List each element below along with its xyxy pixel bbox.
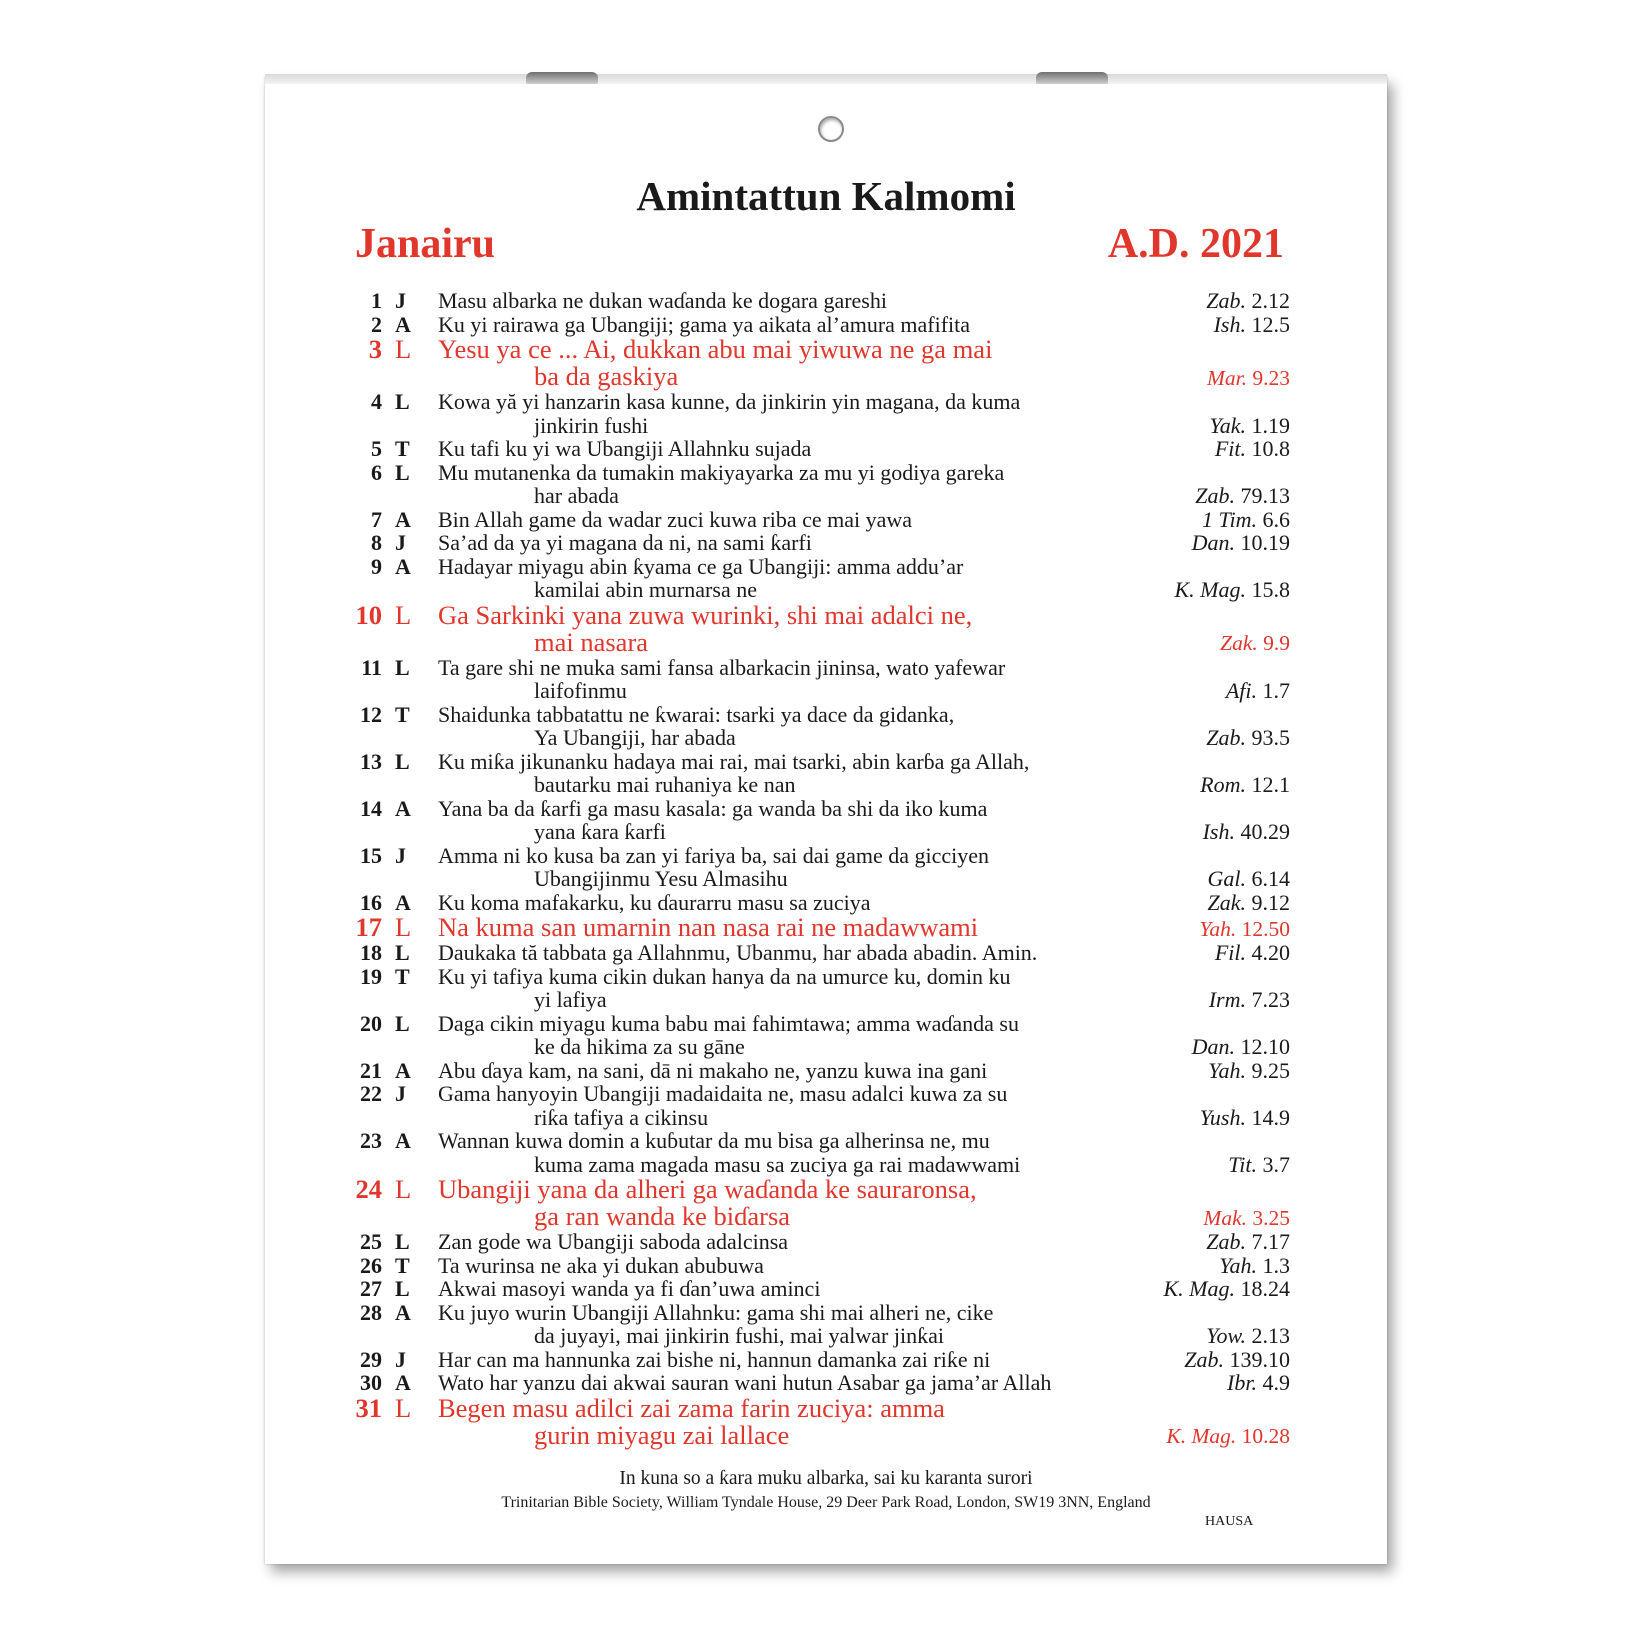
day-number: 21 — [360, 1057, 382, 1083]
book-name: Tit. — [1228, 1151, 1257, 1177]
chapter-verse: 12.5 — [1251, 311, 1290, 337]
scripture-reference — [1220, 632, 1290, 656]
verse-text: Sa’ad da ya yi magana da ni, na sami ƙarfi — [438, 530, 812, 555]
weekday-letter: L — [395, 1229, 410, 1254]
month-label: Janairu — [355, 221, 496, 267]
day-entry — [350, 390, 1290, 437]
verse-text: Ku tafi ku yi wa Ubangiji Allahnku sujada — [438, 436, 812, 461]
day-number: 5 — [371, 436, 382, 461]
year-label: A.D. 2021 — [1107, 221, 1284, 267]
scripture-reference — [1203, 820, 1290, 844]
day-number: 19 — [360, 963, 382, 989]
day-entry — [350, 531, 1290, 555]
day-entry — [350, 703, 1290, 750]
binding-clip-right — [1036, 72, 1108, 84]
scripture-reference — [1210, 414, 1290, 438]
day-number: 7 — [371, 506, 382, 532]
verse-text: Mu mutanenka da tumakin makiyayarka za mu yi godiya gareka — [438, 459, 1005, 485]
verse-text: Shaidunka tabbatattu ne ƙwarai: tsarki ya dace da gidanka, — [438, 701, 955, 727]
day-number: 3 — [368, 334, 382, 364]
day-entry — [350, 461, 1290, 508]
weekday-letter: L — [395, 599, 412, 630]
verse-text-continued: jinkirin fushi — [534, 412, 649, 438]
chapter-verse: 6.6 — [1262, 506, 1290, 532]
chapter-verse: 40.29 — [1240, 819, 1290, 844]
chapter-verse: 93.5 — [1251, 725, 1290, 750]
book-name: Yush. — [1199, 1104, 1246, 1130]
calendar-title: Amintattun Kalmomi — [636, 173, 1016, 219]
book-name: Ibr. — [1227, 1370, 1257, 1395]
verse-text: Zan gode wa Ubangiji saboda adalcinsa — [438, 1229, 789, 1254]
chapter-verse: 12.10 — [1240, 1034, 1290, 1059]
weekday-letter: L — [395, 389, 410, 414]
day-number: 11 — [361, 654, 382, 680]
day-entry — [350, 555, 1290, 602]
day-number: 25 — [360, 1229, 382, 1254]
book-name: Yak. — [1209, 412, 1246, 438]
footer-note: In kuna so a ƙara muku albarka, sai ku karanta surori — [619, 1468, 1033, 1489]
chapter-verse: 14.9 — [1251, 1104, 1290, 1130]
scripture-reference — [1228, 1153, 1290, 1177]
weekday-letter: T — [395, 436, 410, 461]
book-name: Mak. — [1203, 1205, 1247, 1230]
chapter-verse: 10.8 — [1251, 436, 1290, 461]
weekday-letter: J — [395, 1081, 406, 1106]
weekday-letter: L — [395, 912, 412, 942]
day-number: 1 — [371, 288, 382, 313]
weekday-letter: A — [395, 506, 411, 532]
book-name: Zab. — [1195, 483, 1235, 508]
chapter-verse: 3.25 — [1252, 1205, 1290, 1230]
verse-text-continued: Ubangijinmu Yesu Almasihu — [534, 866, 788, 891]
book-name: Dan. — [1191, 1034, 1235, 1059]
book-name: Zab. — [1206, 288, 1246, 313]
day-entry — [350, 656, 1290, 703]
book-name: Zab. — [1184, 1346, 1224, 1372]
verse-text: Yesu ya ce ... Ai, dukkan abu mai yiwuwa ne ga mai — [438, 334, 993, 364]
verse-text-continued: har abada — [534, 483, 619, 508]
scripture-reference — [1206, 726, 1290, 750]
scripture-reference — [1206, 1230, 1290, 1254]
chapter-verse: 18.24 — [1240, 1276, 1290, 1301]
verse-text-continued: kuma zama magada masu sa zuciya ga rai madawwami — [534, 1151, 1021, 1177]
day-number: 17 — [355, 912, 382, 942]
verse-text-continued: bautarku mai ruhaniya ke nan — [534, 772, 796, 797]
verse-text: Abu ɗaya kam, na sani, dā ni makaho ne, yanzu kuwa ina gani — [438, 1057, 988, 1083]
weekday-letter: L — [395, 1010, 410, 1036]
day-entries-list — [350, 289, 1290, 1449]
book-name: Gal. — [1207, 866, 1246, 891]
scripture-reference — [1215, 941, 1290, 965]
verse-text: Ku yi tafiya kuma cikin dukan hanya da na umurce ku, domin ku — [438, 963, 1011, 989]
verse-text-continued: ga ran wanda ke biɗarsa — [534, 1201, 791, 1231]
verse-text-continued: ke da hikima za su gāne — [534, 1034, 745, 1059]
day-number: 20 — [360, 1010, 382, 1036]
verse-text-continued: kamilai abin murnarsa ne — [534, 577, 757, 602]
chapter-verse: 9.9 — [1263, 631, 1290, 655]
verse-text: Daga cikin miyagu kuma babu mai fahimtawa; amma waɗanda su — [438, 1010, 1019, 1036]
book-name: Yah. — [1199, 916, 1237, 941]
binding-clip-left — [526, 72, 598, 84]
verse-text-continued: laifofinmu — [534, 678, 627, 703]
scripture-reference — [1202, 508, 1290, 532]
day-entry — [350, 336, 1290, 390]
scripture-reference — [1214, 313, 1290, 337]
day-entry — [350, 1082, 1290, 1129]
weekday-letter: A — [395, 311, 411, 337]
day-number: 22 — [360, 1081, 382, 1106]
book-name: K. Mag. — [1163, 1276, 1235, 1301]
day-entry — [350, 1012, 1290, 1059]
language-label: HAUSA — [1205, 1514, 1254, 1529]
book-name: Ish. — [1213, 311, 1246, 337]
scripture-reference — [1206, 1324, 1290, 1348]
verse-text: Begen masu adilci zai zama farin zuciya: amma — [438, 1392, 945, 1423]
book-name: Yah. — [1208, 1057, 1246, 1083]
weekday-letter: T — [395, 963, 410, 989]
day-number: 27 — [360, 1276, 382, 1301]
publisher-address: Trinitarian Bible Society, William Tyndale House, 29 Deer Park Road, London, SW19 3NN, England — [501, 1494, 1151, 1511]
day-entry — [350, 437, 1290, 461]
weekday-letter: L — [395, 1174, 412, 1204]
verse-text: Ku yi rairawa ga Ubangiji; gama ya aikata al’amura mafifita — [438, 311, 971, 337]
verse-text: Gama hanyoyin Ubangiji madaidaita ne, masu adalci kuwa za su — [438, 1081, 1008, 1106]
day-entry — [350, 1277, 1290, 1301]
scripture-reference — [1192, 531, 1290, 555]
day-number: 8 — [371, 530, 382, 555]
book-name: 1 Tim. — [1201, 506, 1257, 532]
scripture-reference — [1209, 988, 1290, 1012]
day-number: 31 — [355, 1392, 382, 1423]
book-name: Yah. — [1219, 1252, 1257, 1278]
weekday-letter: A — [395, 1299, 411, 1325]
day-entry — [350, 914, 1290, 941]
hanging-hole — [818, 116, 844, 142]
verse-text: Ta gare shi ne muka sami fansa albarkacin jininsa, wato yafewar — [438, 654, 1006, 680]
verse-text-continued: ba da gaskiya — [534, 361, 679, 391]
weekday-letter: L — [395, 654, 410, 680]
scripture-reference — [1219, 1254, 1290, 1278]
day-number: 29 — [360, 1346, 382, 1372]
book-name: Zak. — [1220, 631, 1258, 655]
day-number: 16 — [360, 889, 382, 915]
book-name: Ish. — [1202, 819, 1235, 844]
scripture-reference — [1208, 867, 1291, 891]
scripture-reference — [1208, 1059, 1290, 1083]
verse-text: Ga Sarkinki yana zuwa wurinki, shi mai adalci ne, — [438, 599, 973, 630]
weekday-letter: A — [395, 1057, 411, 1083]
chapter-verse: 9.23 — [1252, 365, 1290, 390]
verse-text-continued: riƙa tafiya a cikinsu — [534, 1104, 709, 1130]
day-number: 10 — [355, 599, 382, 630]
verse-text: Wato har yanzu dai akwai sauran wani hutun Asabar ga jama’ar Allah — [438, 1370, 1052, 1395]
chapter-verse: 10.19 — [1240, 530, 1290, 555]
verse-text-continued: da juyayi, mai jinkirin fushi, mai yalwar jinƙai — [534, 1323, 944, 1348]
chapter-verse: 12.50 — [1241, 916, 1290, 941]
verse-text: Ubangiji yana da alheri ga waɗanda ke sauraronsa, — [438, 1174, 977, 1204]
day-entry — [350, 1301, 1290, 1348]
weekday-letter: J — [395, 530, 406, 555]
scripture-reference — [1227, 1371, 1290, 1395]
scripture-reference — [1200, 773, 1290, 797]
chapter-verse: 12.1 — [1251, 772, 1290, 797]
chapter-verse: 15.8 — [1251, 577, 1290, 602]
weekday-letter: A — [395, 795, 411, 821]
scripture-reference — [1166, 1425, 1290, 1449]
weekday-letter: L — [395, 459, 410, 485]
book-name: Yow. — [1206, 1323, 1246, 1348]
chapter-verse: 10.28 — [1241, 1424, 1290, 1448]
verse-text-continued: yi lafiya — [534, 987, 607, 1012]
day-number: 2 — [371, 311, 382, 337]
day-number: 6 — [371, 459, 382, 485]
chapter-verse: 1.3 — [1262, 1252, 1290, 1278]
binding-strip — [265, 74, 1387, 84]
scripture-reference — [1208, 891, 1291, 915]
scripture-reference — [1207, 367, 1290, 391]
book-name: Rom. — [1200, 772, 1246, 797]
day-entry — [350, 844, 1290, 891]
day-entry — [350, 599, 1290, 657]
chapter-verse: 9.12 — [1251, 889, 1290, 915]
scripture-reference — [1199, 918, 1290, 942]
day-entry — [350, 965, 1290, 1012]
weekday-letter: J — [395, 1346, 406, 1372]
day-number: 24 — [355, 1174, 382, 1204]
day-number: 13 — [360, 748, 382, 774]
weekday-letter: L — [395, 748, 410, 774]
chapter-verse: 4.20 — [1251, 940, 1290, 965]
book-name: Fit. — [1214, 436, 1246, 461]
chapter-verse: 1.19 — [1251, 412, 1290, 438]
day-number: 30 — [360, 1370, 382, 1395]
day-entry — [350, 1059, 1290, 1083]
day-entry — [350, 289, 1290, 313]
verse-text-continued: gurin miyagu zai lallace — [534, 1419, 790, 1450]
day-entry — [350, 750, 1290, 797]
day-entry — [350, 508, 1290, 532]
weekday-letter: J — [395, 842, 406, 868]
weekday-letter: A — [395, 1128, 411, 1153]
day-entry — [350, 797, 1290, 844]
scripture-reference — [1175, 578, 1291, 602]
chapter-verse: 2.13 — [1251, 1323, 1290, 1348]
day-entry — [350, 1348, 1290, 1372]
verse-text: Ku koma mafakarku, ku ɗaurarru masu sa zuciya — [438, 889, 871, 915]
weekday-letter: T — [395, 701, 410, 727]
day-entry — [350, 313, 1290, 337]
verse-text-continued: mai nasara — [534, 626, 649, 657]
book-name: K. Mag. — [1174, 577, 1246, 602]
day-entry — [350, 891, 1290, 915]
day-number: 26 — [360, 1252, 382, 1278]
day-number: 18 — [360, 940, 382, 965]
verse-text: Masu albarka ne dukan waɗanda ke dogara gareshi — [438, 288, 887, 313]
chapter-verse: 9.25 — [1251, 1057, 1290, 1083]
weekday-letter: L — [395, 940, 410, 965]
weekday-letter: A — [395, 553, 411, 579]
chapter-verse: 7.23 — [1251, 987, 1290, 1012]
day-number: 14 — [360, 795, 382, 821]
verse-text: Daukaka tă tabbata ga Allahnmu, Ubanmu, har abada abadin. Amin. — [438, 940, 1038, 965]
verse-text: Har can ma hannunka zai bishe ni, hannun damanka zai riƙe ni — [438, 1346, 991, 1372]
book-name: K. Mag. — [1166, 1424, 1237, 1448]
weekday-letter: L — [395, 1276, 410, 1301]
scripture-reference — [1215, 437, 1290, 461]
book-name: Afi. — [1225, 678, 1257, 703]
verse-text: Na kuma san umarnin nan nasa rai ne madawwami — [438, 912, 979, 942]
day-entry — [350, 1176, 1290, 1230]
weekday-letter: L — [395, 334, 412, 364]
verse-text: Ku juyo wurin Ubangiji Allahnku: gama shi mai alheri ne, cike — [438, 1299, 994, 1325]
day-number: 4 — [371, 389, 382, 414]
verse-text: Yana ba da ƙarfi ga masu kasala: ga wanda ba shi da iko kuma — [438, 795, 988, 821]
day-entry — [350, 1129, 1290, 1176]
verse-text: Akwai masoyi wanda ya fi ɗan’uwa aminci — [438, 1276, 821, 1301]
weekday-letter: T — [395, 1252, 410, 1278]
day-entry — [350, 1392, 1290, 1450]
chapter-verse: 1.7 — [1262, 678, 1290, 703]
book-name: Zak. — [1207, 889, 1246, 915]
book-name: Zab. — [1206, 1229, 1246, 1254]
scripture-reference — [1195, 484, 1290, 508]
verse-text: Amma ni ko kusa ba zan yi fariya ba, sai dai game da gicciyen — [438, 842, 990, 868]
day-number: 23 — [360, 1128, 382, 1153]
day-number: 15 — [360, 842, 382, 868]
scripture-reference — [1164, 1277, 1291, 1301]
book-name: Fil. — [1214, 940, 1246, 965]
verse-text-continued: yana ƙara ƙarfi — [534, 819, 666, 844]
scripture-reference — [1206, 289, 1290, 313]
verse-text: Bin Allah game da wadar zuci kuwa riba ce mai yawa — [438, 506, 913, 532]
chapter-verse: 6.14 — [1251, 866, 1290, 891]
chapter-verse: 3.7 — [1262, 1151, 1290, 1177]
scripture-reference — [1192, 1035, 1290, 1059]
scripture-reference — [1184, 1348, 1290, 1372]
weekday-letter: J — [395, 288, 406, 313]
scripture-reference — [1226, 679, 1290, 703]
book-name: Mar. — [1206, 365, 1247, 390]
weekday-letter: L — [395, 1392, 412, 1423]
weekday-letter: A — [395, 1370, 411, 1395]
chapter-verse: 7.17 — [1251, 1229, 1290, 1254]
day-entry — [350, 941, 1290, 965]
chapter-verse: 79.13 — [1240, 483, 1290, 508]
day-entry — [350, 1371, 1290, 1395]
day-number: 12 — [360, 701, 382, 727]
verse-text: Wannan kuwa domin a kuɓutar da mu bisa ga alherinsa ne, mu — [438, 1128, 990, 1153]
scripture-reference — [1203, 1207, 1290, 1231]
verse-text: Hadayar miyagu abin ƙyama ce ga Ubangiji: amma addu’ar — [438, 553, 964, 579]
day-entry — [350, 1230, 1290, 1254]
book-name: Dan. — [1191, 530, 1235, 555]
chapter-verse: 139.10 — [1229, 1346, 1290, 1372]
verse-text: Ta wurinsa ne aka yi dukan abubuwa — [438, 1252, 764, 1278]
book-name: Irm. — [1208, 987, 1246, 1012]
day-entry — [350, 1254, 1290, 1278]
chapter-verse: 4.9 — [1262, 1370, 1290, 1395]
day-number: 9 — [371, 553, 382, 579]
day-number: 28 — [360, 1299, 382, 1325]
weekday-letter: A — [395, 889, 411, 915]
scripture-reference — [1200, 1106, 1290, 1130]
verse-text: Ku miƙa jikunanku hadaya mai rai, mai tsarki, abin karɓa ga Allah, — [438, 748, 1030, 774]
book-name: Zab. — [1206, 725, 1246, 750]
chapter-verse: 2.12 — [1251, 288, 1290, 313]
verse-text-continued: Ya Ubangiji, har abada — [534, 725, 736, 750]
verse-text: Kowa yă yi hanzarin kasa kunne, da jinkirin yin magana, da kuma — [438, 389, 1021, 414]
